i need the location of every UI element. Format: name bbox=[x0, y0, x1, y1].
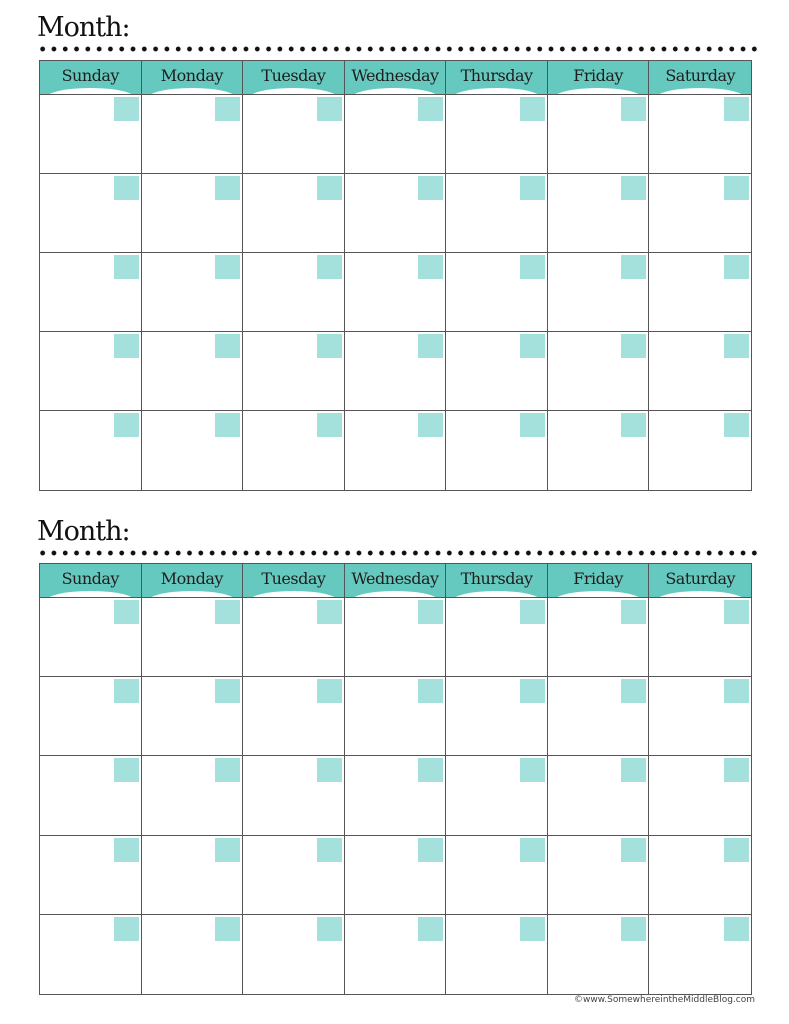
day-cell[interactable] bbox=[40, 332, 142, 411]
month-row bbox=[37, 516, 759, 556]
date-number-box[interactable] bbox=[317, 334, 342, 358]
day-cell[interactable] bbox=[446, 411, 548, 490]
day-cell[interactable] bbox=[649, 756, 751, 835]
day-name: Saturday bbox=[665, 569, 736, 588]
day-header bbox=[649, 61, 751, 95]
date-number-box[interactable] bbox=[520, 600, 545, 624]
day-cell[interactable] bbox=[649, 915, 751, 994]
date-number-box[interactable] bbox=[520, 413, 545, 437]
day-cell[interactable] bbox=[243, 677, 345, 756]
day-cell[interactable] bbox=[446, 915, 548, 994]
credit-text: ©www.SomewhereintheMiddleBlog.com bbox=[574, 995, 755, 1005]
date-number-box[interactable] bbox=[621, 838, 646, 862]
day-cell[interactable] bbox=[649, 598, 751, 677]
date-number-box[interactable] bbox=[520, 97, 545, 121]
date-number-box[interactable] bbox=[724, 176, 749, 200]
day-cell[interactable] bbox=[649, 95, 751, 174]
day-header bbox=[446, 564, 548, 598]
day-cell[interactable] bbox=[142, 332, 244, 411]
date-number-box[interactable] bbox=[418, 917, 443, 941]
date-number-box[interactable] bbox=[621, 334, 646, 358]
day-name: Thursday bbox=[460, 66, 533, 85]
date-number-box[interactable] bbox=[114, 255, 139, 279]
day-cell[interactable] bbox=[548, 915, 650, 994]
day-name: Wednesday bbox=[351, 66, 439, 85]
month-row bbox=[37, 12, 759, 52]
date-number-box[interactable] bbox=[215, 97, 240, 121]
day-cell[interactable] bbox=[142, 836, 244, 915]
date-number-box[interactable] bbox=[418, 334, 443, 358]
date-number-box[interactable] bbox=[317, 838, 342, 862]
day-cell[interactable] bbox=[446, 836, 548, 915]
date-number-box[interactable] bbox=[520, 758, 545, 782]
date-number-box[interactable] bbox=[621, 917, 646, 941]
day-name: Wednesday bbox=[351, 569, 439, 588]
date-number-box[interactable] bbox=[520, 255, 545, 279]
day-cell[interactable] bbox=[548, 756, 650, 835]
calendar-bottom bbox=[0, 504, 789, 1004]
date-number-box[interactable] bbox=[724, 838, 749, 862]
date-number-box[interactable] bbox=[317, 758, 342, 782]
day-cell[interactable] bbox=[40, 174, 142, 253]
day-cell[interactable] bbox=[548, 253, 650, 332]
day-cell[interactable] bbox=[40, 411, 142, 490]
date-number-box[interactable] bbox=[317, 255, 342, 279]
date-number-box[interactable] bbox=[621, 413, 646, 437]
day-cell[interactable] bbox=[548, 411, 650, 490]
day-cell[interactable] bbox=[446, 332, 548, 411]
date-number-box[interactable] bbox=[724, 334, 749, 358]
date-number-box[interactable] bbox=[520, 838, 545, 862]
day-header bbox=[548, 61, 650, 95]
day-cell[interactable] bbox=[649, 332, 751, 411]
date-number-box[interactable] bbox=[724, 679, 749, 703]
day-cell[interactable] bbox=[40, 95, 142, 174]
day-cell[interactable] bbox=[345, 411, 447, 490]
day-name: Tuesday bbox=[261, 569, 326, 588]
day-cell[interactable] bbox=[548, 95, 650, 174]
date-number-box[interactable] bbox=[215, 176, 240, 200]
day-cell[interactable] bbox=[649, 677, 751, 756]
day-header bbox=[40, 564, 142, 598]
month-dotted-line bbox=[37, 46, 759, 52]
date-number-box[interactable] bbox=[418, 255, 443, 279]
day-cell[interactable] bbox=[345, 332, 447, 411]
date-number-box[interactable] bbox=[215, 758, 240, 782]
date-number-box[interactable] bbox=[724, 600, 749, 624]
day-cell[interactable] bbox=[649, 253, 751, 332]
date-number-box[interactable] bbox=[215, 917, 240, 941]
date-number-box[interactable] bbox=[418, 838, 443, 862]
date-number-box[interactable] bbox=[418, 600, 443, 624]
calendar-top bbox=[0, 0, 789, 500]
date-number-box[interactable] bbox=[114, 917, 139, 941]
day-cell[interactable] bbox=[345, 598, 447, 677]
day-cell[interactable] bbox=[548, 836, 650, 915]
date-number-box[interactable] bbox=[520, 176, 545, 200]
date-number-box[interactable] bbox=[114, 413, 139, 437]
day-cell[interactable] bbox=[40, 836, 142, 915]
date-number-box[interactable] bbox=[621, 679, 646, 703]
date-number-box[interactable] bbox=[418, 679, 443, 703]
date-number-box[interactable] bbox=[317, 917, 342, 941]
day-cell[interactable] bbox=[446, 677, 548, 756]
day-cell[interactable] bbox=[548, 174, 650, 253]
day-name: Thursday bbox=[460, 569, 533, 588]
date-number-box[interactable] bbox=[418, 413, 443, 437]
day-cell[interactable] bbox=[548, 598, 650, 677]
day-cell[interactable] bbox=[243, 95, 345, 174]
day-header bbox=[40, 61, 142, 95]
date-number-box[interactable] bbox=[114, 600, 139, 624]
day-name: Tuesday bbox=[261, 66, 326, 85]
day-cell[interactable] bbox=[548, 332, 650, 411]
date-number-box[interactable] bbox=[317, 600, 342, 624]
day-cell[interactable] bbox=[243, 332, 345, 411]
day-header bbox=[345, 61, 447, 95]
date-number-box[interactable] bbox=[418, 758, 443, 782]
day-cell[interactable] bbox=[345, 915, 447, 994]
calendar-grid bbox=[39, 60, 752, 491]
day-cell[interactable] bbox=[446, 253, 548, 332]
day-name: Saturday bbox=[665, 66, 736, 85]
date-number-box[interactable] bbox=[317, 679, 342, 703]
day-header bbox=[649, 564, 751, 598]
day-cell[interactable] bbox=[40, 756, 142, 835]
day-cell[interactable] bbox=[142, 253, 244, 332]
day-cell[interactable] bbox=[243, 411, 345, 490]
day-name: Friday bbox=[573, 569, 623, 588]
day-cell[interactable] bbox=[243, 756, 345, 835]
day-name: Friday bbox=[573, 66, 623, 85]
day-cell[interactable] bbox=[446, 756, 548, 835]
date-number-box[interactable] bbox=[724, 97, 749, 121]
date-number-box[interactable] bbox=[317, 413, 342, 437]
day-header bbox=[142, 61, 244, 95]
day-cell[interactable] bbox=[142, 756, 244, 835]
date-number-box[interactable] bbox=[215, 679, 240, 703]
date-number-box[interactable] bbox=[215, 413, 240, 437]
day-cell[interactable] bbox=[243, 598, 345, 677]
date-number-box[interactable] bbox=[621, 255, 646, 279]
day-header bbox=[345, 564, 447, 598]
date-number-box[interactable] bbox=[724, 413, 749, 437]
day-cell[interactable] bbox=[243, 836, 345, 915]
day-cell[interactable] bbox=[142, 598, 244, 677]
day-cell[interactable] bbox=[649, 411, 751, 490]
date-number-box[interactable] bbox=[215, 255, 240, 279]
day-cell[interactable] bbox=[243, 915, 345, 994]
day-cell[interactable] bbox=[345, 756, 447, 835]
day-cell[interactable] bbox=[345, 174, 447, 253]
date-number-box[interactable] bbox=[114, 176, 139, 200]
date-number-box[interactable] bbox=[317, 176, 342, 200]
month-dotted-line bbox=[37, 550, 759, 556]
date-number-box[interactable] bbox=[114, 838, 139, 862]
date-number-box[interactable] bbox=[215, 334, 240, 358]
day-cell[interactable] bbox=[649, 174, 751, 253]
day-header bbox=[446, 61, 548, 95]
day-cell[interactable] bbox=[345, 836, 447, 915]
date-number-box[interactable] bbox=[317, 97, 342, 121]
date-number-box[interactable] bbox=[621, 758, 646, 782]
day-cell[interactable] bbox=[243, 253, 345, 332]
day-cell[interactable] bbox=[446, 95, 548, 174]
day-cell[interactable] bbox=[345, 253, 447, 332]
month-label: Month: bbox=[37, 12, 130, 43]
day-cell[interactable] bbox=[142, 174, 244, 253]
date-number-box[interactable] bbox=[215, 838, 240, 862]
day-cell[interactable] bbox=[40, 915, 142, 994]
day-cell[interactable] bbox=[142, 411, 244, 490]
date-number-box[interactable] bbox=[724, 917, 749, 941]
day-cell[interactable] bbox=[142, 915, 244, 994]
day-header bbox=[243, 61, 345, 95]
day-cell[interactable] bbox=[345, 95, 447, 174]
month-label: Month: bbox=[37, 516, 130, 547]
date-number-box[interactable] bbox=[114, 679, 139, 703]
date-number-box[interactable] bbox=[621, 97, 646, 121]
day-cell[interactable] bbox=[40, 253, 142, 332]
date-number-box[interactable] bbox=[520, 334, 545, 358]
date-number-box[interactable] bbox=[621, 600, 646, 624]
calendar-grid bbox=[39, 563, 752, 995]
date-number-box[interactable] bbox=[114, 758, 139, 782]
day-name: Monday bbox=[160, 569, 223, 588]
date-number-box[interactable] bbox=[724, 758, 749, 782]
day-name: Sunday bbox=[61, 569, 119, 588]
date-number-box[interactable] bbox=[621, 176, 646, 200]
day-header bbox=[243, 564, 345, 598]
date-number-box[interactable] bbox=[114, 97, 139, 121]
day-cell[interactable] bbox=[548, 677, 650, 756]
day-cell[interactable] bbox=[40, 598, 142, 677]
day-cell[interactable] bbox=[649, 836, 751, 915]
day-cell[interactable] bbox=[142, 677, 244, 756]
date-number-box[interactable] bbox=[215, 600, 240, 624]
day-cell[interactable] bbox=[142, 95, 244, 174]
day-cell[interactable] bbox=[345, 677, 447, 756]
date-number-box[interactable] bbox=[724, 255, 749, 279]
day-header bbox=[142, 564, 244, 598]
day-name: Sunday bbox=[61, 66, 119, 85]
date-number-box[interactable] bbox=[114, 334, 139, 358]
day-cell[interactable] bbox=[446, 598, 548, 677]
date-number-box[interactable] bbox=[418, 97, 443, 121]
date-number-box[interactable] bbox=[520, 679, 545, 703]
day-header bbox=[548, 564, 650, 598]
date-number-box[interactable] bbox=[520, 917, 545, 941]
day-cell[interactable] bbox=[446, 174, 548, 253]
date-number-box[interactable] bbox=[418, 176, 443, 200]
day-cell[interactable] bbox=[243, 174, 345, 253]
day-cell[interactable] bbox=[40, 677, 142, 756]
day-name: Monday bbox=[160, 66, 223, 85]
